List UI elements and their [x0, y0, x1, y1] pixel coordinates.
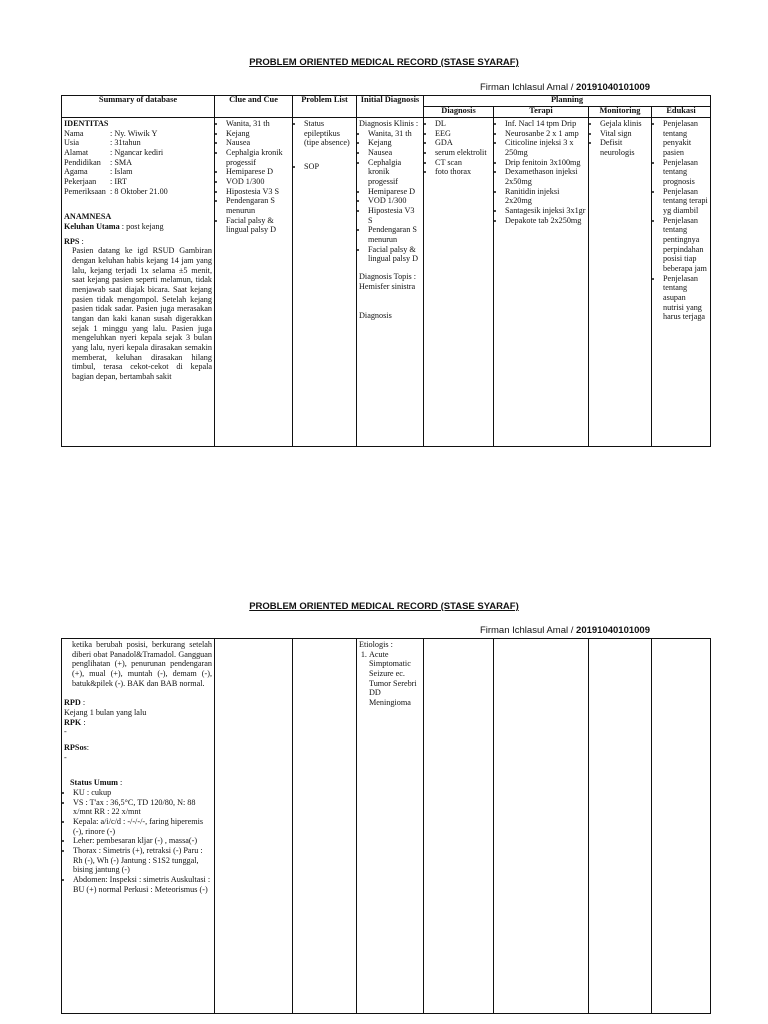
initial-cell [357, 639, 424, 1014]
diagnosis-list [426, 119, 491, 177]
list-item: • Penjelasan tentang terapi yg diambil [663, 187, 708, 216]
author-line [480, 625, 650, 636]
author-name: Firman Ichlasul Amal / [479, 625, 577, 636]
rps-text: Pasien datang ke igd RSUD Gambiran dengan keluhan habis kejang 14 jam yang lalu, kejang terjadi 1x selama ±5 menit, saat kejang pasien seperti melamun, tidak menjawab saat diajak bicara. Saat kejang pasien tidak mengompol. Setelah kejang pasien tidak sadar. Pasien juga merasakan tangan dan kaki kanan susah digerakkan sejak 1 minggu yang lalu. Pasien juga mengeluhkan nyeri kepala sejak 3 bulan yang lalu, nyeri kepala dirasakan semakin memberat, keluhan dirasakan hilang timbul, terasa cekot-cekot di kepala bagian depan, bertambah sakit [72, 246, 212, 382]
list-item: • Thorax : Simetris (+), retraksi (-) Paru : Rh (-), Wh (-) Jantung : S1S2 tunggal, bising jantung (-) [73, 846, 212, 875]
rpsos-heading [64, 743, 212, 753]
list-item: • Dexamethason injeksi 2x50mg [505, 167, 586, 186]
anamnesa-title: ANAMNESA [64, 212, 112, 222]
list-item: • Facial palsy & lingual palsy D [226, 216, 290, 235]
header-problem: Problem List [293, 96, 357, 118]
list-item: • serum elektrolit [435, 148, 491, 158]
list-item: • Penjelasan tentang penyakit pasien [663, 119, 708, 158]
list-item: • Defisit neurologis [600, 138, 649, 157]
diagnosis-tail: Diagnosis [359, 311, 392, 321]
identitas-key: Alamat [64, 148, 89, 158]
header-diagnosis: Diagnosis [424, 107, 494, 118]
header-edukasi: Edukasi [652, 107, 711, 118]
list-item: • Santagesik injeksi 3x1gr [505, 206, 586, 216]
rpd-heading [64, 698, 212, 708]
identitas-key: Agama [64, 167, 88, 177]
author-id: 20191040101009 [576, 82, 650, 93]
header-monitoring: Monitoring [589, 107, 652, 118]
status-colon: : [118, 778, 123, 788]
identitas-value: : Ngancar kediri [110, 148, 164, 158]
list-item: • EEG [435, 129, 491, 139]
list-item: • Kepala: a/i/c/d : -/-/-/-, faring hiperemis (-), rinore (-) [73, 817, 212, 836]
initial-list [359, 129, 421, 264]
monitoring-cell [589, 639, 652, 1014]
edukasi-cell [652, 118, 711, 447]
identitas-key: Pekerjaan [64, 177, 97, 187]
list-item: • Nausea [368, 148, 421, 158]
rps-continued: ketika berubah posisi, berkurang setelah diberi obat Panadol&Tramadol. Gangguan penglihatan (+), penurunan pendengaran (+), mual (+), muntah (-), demam (-), batuk&pilek (-). BAK dan BAB normal. [72, 640, 212, 688]
list-item: • Wanita, 31 th [368, 129, 421, 139]
terapi-list [496, 119, 586, 225]
list-item: • Penjelasan tentang pentingnya perpindahan posisi tiap beberapa jam [663, 216, 708, 274]
keluhan-label: Keluhan Utama [64, 222, 120, 232]
identitas-list [64, 129, 212, 197]
monitoring-list [591, 119, 649, 158]
clue-list [217, 119, 290, 235]
summary-cell [62, 639, 215, 1014]
list-item: • Ranitidin injeksi 2x20mg [505, 187, 586, 206]
list-item: • VS : T'ax : 36,5°C, TD 120/80, N: 88 x/mnt RR : 22 x/mnt [73, 798, 212, 817]
page-title: PROBLEM ORIENTED MEDICAL RECORD (STASE SYARAF) [249, 57, 519, 68]
rps-heading [64, 237, 212, 247]
identitas-key: Pendidikan [64, 157, 101, 167]
list-item: • Penjelasan tentang prognosis [663, 158, 708, 187]
header-clue: Clue and Cue [215, 96, 293, 118]
header-initial: Initial Diagnosis [357, 96, 424, 118]
identitas-value: : Ny. Wiwik Y [110, 128, 158, 138]
rpd-value: Kejang 1 bulan yang lalu [64, 708, 147, 718]
list-item: • Gejala klinis [600, 119, 649, 129]
list-item: • Pendengaran S menurun [226, 196, 290, 215]
edukasi-cell [652, 639, 711, 1014]
problem-cell [293, 639, 357, 1014]
diagnosis-cell [424, 118, 494, 447]
list-item: • Citicoline injeksi 3 x 250mg [505, 138, 586, 157]
list-item: • Cephalgia kronik progessif [226, 148, 290, 167]
list-item: • CT scan [435, 158, 491, 168]
list-item: • SOP [304, 162, 354, 172]
list-item: • Vital sign [600, 129, 649, 139]
problem-cell [293, 118, 357, 447]
terapi-cell [494, 118, 589, 447]
terapi-cell [494, 639, 589, 1014]
identitas-value: : IRT [110, 177, 128, 187]
list-item: • Neurosanbe 2 x 1 amp [505, 129, 586, 139]
author-line [480, 82, 650, 93]
list-item: • Kejang [226, 129, 290, 139]
list-item: • DL [435, 119, 491, 129]
list-item: • Wanita, 31 th [226, 119, 290, 129]
identitas-key: Pemeriksaan [64, 186, 106, 196]
por-table-page2 [61, 638, 711, 1014]
keluhan-utama [64, 222, 212, 232]
list-item: • Hemiparese D [226, 167, 290, 177]
author-id: 20191040101009 [576, 625, 650, 636]
initial-cell [357, 118, 424, 447]
list-item: • Inf. Nacl 14 tpm Drip [505, 119, 586, 129]
identitas-value: : 8 Oktober 21.00 [110, 186, 168, 196]
list-item: • VOD 1/300 [226, 177, 290, 187]
etiologis-title: Etiologis : [359, 640, 393, 649]
list-item: • Pendengaran S menurun [368, 225, 421, 244]
identitas-value: : 31tahun [110, 138, 141, 148]
por-table-page1 [61, 95, 711, 447]
header-summary: Summary of database [62, 96, 215, 118]
rpd-colon: : [80, 698, 86, 708]
list-item: • Penjelasan tentang asupan nutrisi yang harus terjaga [663, 274, 708, 322]
rpsos-label: RPSos [64, 743, 87, 753]
list-item: • Abdomen: Inspeksi : simetris Auskultasi : BU (+) normal Perkusi : Meteorismus (-) [73, 875, 212, 894]
edukasi-list [654, 119, 708, 322]
list-item: • Cephalgia kronik progessif [368, 158, 421, 187]
header-planning: Planning [424, 96, 711, 107]
status-heading [64, 778, 212, 788]
clue-cell [215, 639, 293, 1014]
rpk-value: - [64, 727, 67, 737]
page-title: PROBLEM ORIENTED MEDICAL RECORD (STASE SYARAF) [249, 601, 519, 612]
identitas-value: : Islam [110, 167, 133, 177]
identitas-key: Usia [64, 138, 80, 148]
rpsos-value: - [64, 752, 67, 762]
monitoring-cell [589, 118, 652, 447]
list-item: • KU : cukup [73, 788, 212, 798]
list-item: • foto thorax [435, 167, 491, 177]
author-name: Firman Ichlasul Amal / [479, 82, 577, 93]
rpk-label: RPK [64, 717, 82, 727]
identitas-value: : SMA [110, 157, 133, 167]
rpsos-colon: : [86, 743, 90, 753]
list-item: • Hipostesia V3 S [226, 187, 290, 197]
clue-cell [215, 118, 293, 447]
summary-cell [62, 118, 215, 447]
diagnosis-topis: Diagnosis Topis : Hemisfer sinistra [359, 272, 417, 291]
list-item: • Drip fenitoin 3x100mg [505, 158, 586, 168]
identitas-title: IDENTITAS [64, 119, 109, 128]
status-list [64, 788, 212, 894]
list-item: • Hipostesia V3 S [368, 206, 421, 225]
list-item: 1. Acute Simptomatic Seizure ec. Tumor Serebri DD Meningioma [369, 650, 421, 708]
rpk-heading [64, 718, 212, 728]
list-item: • Status epileptikus (tipe absence) [304, 119, 354, 148]
problem-list [295, 119, 354, 172]
rps-colon: : [79, 236, 84, 246]
list-item: • Nausea [226, 138, 290, 148]
rpk-colon: : [81, 717, 86, 727]
keluhan-value: : post kejang [121, 222, 164, 232]
list-item: • VOD 1/300 [368, 196, 421, 206]
diagnosis-klinis-title: Diagnosis Klinis : [359, 119, 419, 128]
list-item: • Facial palsy & lingual palsy D [368, 245, 421, 264]
etiologis-list [359, 650, 421, 708]
diagnosis-cell [424, 639, 494, 1014]
rps-label: RPS [64, 236, 80, 246]
rpd-label: RPD [64, 698, 81, 708]
header-terapi: Terapi [494, 107, 589, 118]
list-item: • Kejang [368, 138, 421, 148]
list-item: • Leher: pembesaran kljar (-) , massa(-) [73, 836, 212, 846]
list-item: • Hemiparese D [368, 187, 421, 197]
list-item: • GDA [435, 138, 491, 148]
identitas-key: Nama [64, 128, 84, 138]
status-label: Status Umum [70, 778, 118, 788]
list-item: • Depakote tab 2x250mg [505, 216, 586, 226]
